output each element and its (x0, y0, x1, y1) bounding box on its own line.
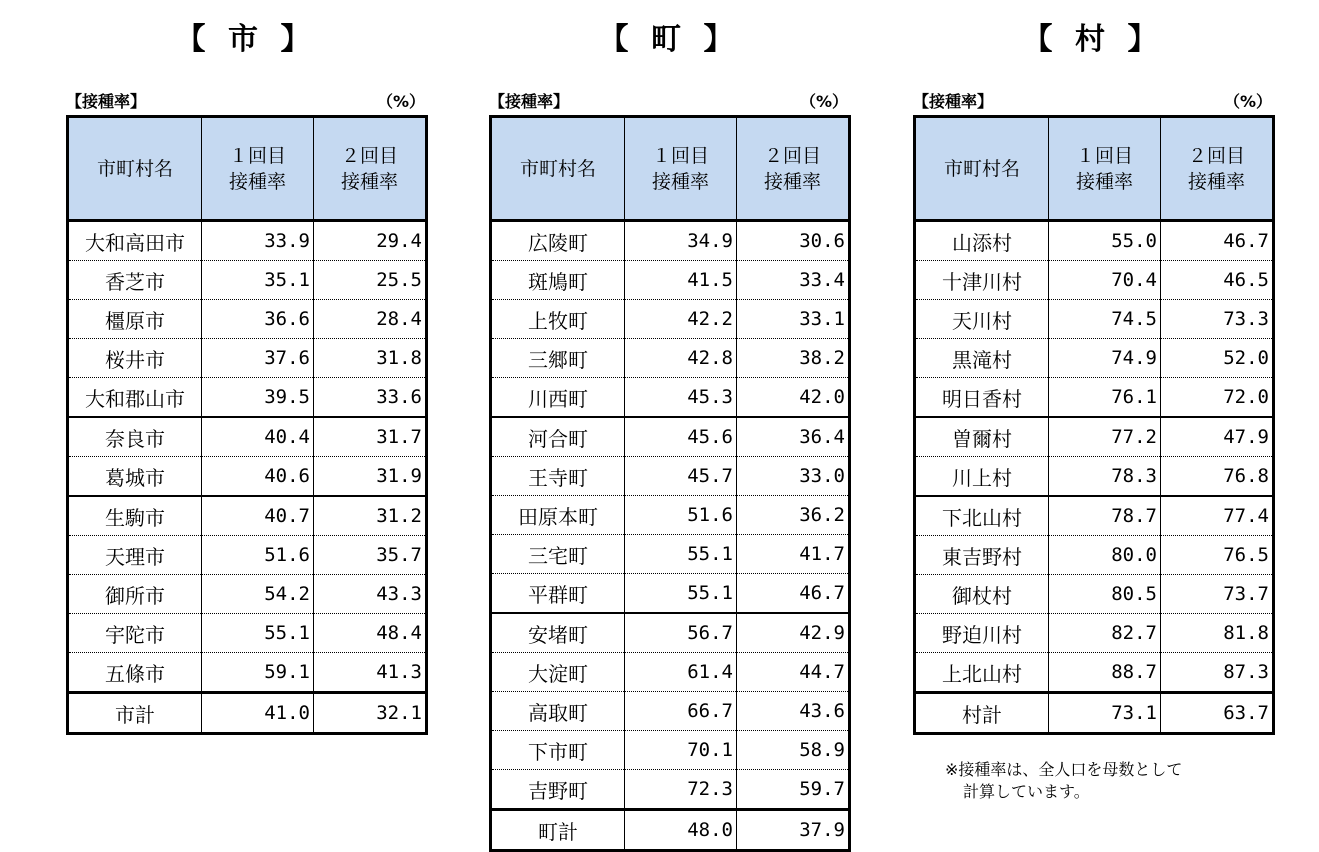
table-row (491, 496, 850, 535)
dose1-rate: 40.6 (202, 457, 314, 497)
municipality-name: 大和高田市 (68, 221, 202, 261)
municipality-name: 橿原市 (68, 300, 202, 339)
dose2-rate: 44.7 (737, 653, 850, 692)
dose2-rate: 33.4 (737, 261, 850, 300)
dose2-rate: 46.7 (737, 574, 850, 614)
municipality-name: 山添村 (915, 221, 1049, 261)
dose2-rate: 72.0 (1161, 378, 1274, 418)
table-row (68, 339, 427, 378)
table-row (68, 457, 427, 497)
table-row (915, 378, 1274, 418)
dose2-rate: 41.7 (737, 535, 850, 574)
table-row (491, 653, 850, 692)
table-row (915, 261, 1274, 300)
municipality-name: 上牧町 (491, 300, 625, 339)
municipality-name: 三郷町 (491, 339, 625, 378)
total-dose1-rate: 41.0 (202, 693, 314, 734)
dose1-rate: 42.2 (625, 300, 737, 339)
footnote-line-2: 計算しています。 (963, 782, 1090, 801)
dose2-rate: 41.3 (314, 653, 427, 693)
dose1-rate: 56.7 (625, 613, 737, 653)
municipality-name: 王寺町 (491, 457, 625, 496)
village-table (913, 115, 1275, 735)
table-row (915, 496, 1274, 536)
unit-label: （%） (1223, 92, 1272, 111)
municipality-name: 葛城市 (68, 457, 202, 497)
header-row (68, 117, 427, 221)
dose1-rate: 61.4 (625, 653, 737, 692)
dose2-rate: 73.7 (1161, 575, 1274, 614)
table-row (491, 417, 850, 457)
table-row (491, 339, 850, 378)
rate-label: 【接種率】 (66, 92, 147, 111)
header-row (915, 117, 1274, 221)
dose1-rate: 76.1 (1049, 378, 1161, 418)
municipality-name: 御杖村 (915, 575, 1049, 614)
municipality-name: 下北山村 (915, 496, 1049, 536)
name-column-header: 市町村名 (915, 117, 1049, 221)
name-column-header: 市町村名 (491, 117, 625, 221)
dose2-rate: 46.7 (1161, 221, 1274, 261)
municipality-name: 平群町 (491, 574, 625, 614)
dose1-rate: 66.7 (625, 692, 737, 731)
unit-label: （%） (376, 92, 425, 111)
dose2-rate: 87.3 (1161, 653, 1274, 693)
municipality-name: 東吉野村 (915, 536, 1049, 575)
municipality-name: 斑鳩町 (491, 261, 625, 300)
municipality-name: 川西町 (491, 378, 625, 418)
table-row (68, 496, 427, 536)
unit-label: （%） (799, 92, 848, 111)
dose1-rate: 54.2 (202, 575, 314, 614)
municipality-name: 宇陀市 (68, 614, 202, 653)
municipality-name: 明日香村 (915, 378, 1049, 418)
dose1-rate: 74.9 (1049, 339, 1161, 378)
table-row (491, 457, 850, 496)
municipality-name: 天理市 (68, 536, 202, 575)
dose2-rate: 42.9 (737, 613, 850, 653)
dose1-rate: 80.0 (1049, 536, 1161, 575)
municipality-name: 曽爾村 (915, 417, 1049, 457)
dose2-rate: 36.2 (737, 496, 850, 535)
total-row (915, 693, 1274, 734)
dose2-rate: 47.9 (1161, 417, 1274, 457)
dose1-rate: 51.6 (625, 496, 737, 535)
dose2-rate: 43.6 (737, 692, 850, 731)
dose2-rate: 33.0 (737, 457, 850, 496)
dose1-rate: 33.9 (202, 221, 314, 261)
dose2-rate: 38.2 (737, 339, 850, 378)
municipality-name: 吉野町 (528, 778, 588, 803)
dose1-column-header: １回目 接種率 (625, 117, 737, 221)
dose1-rate: 45.3 (625, 378, 737, 418)
name-column-header: 市町村名 (68, 117, 202, 221)
dose2-rate: 28.4 (314, 300, 427, 339)
dose2-column-header: ２回目 接種率 (737, 117, 850, 221)
dose1-rate: 42.8 (625, 339, 737, 378)
dose1-column-header: １回目 接種率 (202, 117, 314, 221)
header-row (491, 117, 850, 221)
table-row (68, 378, 427, 418)
dose1-rate: 59.1 (202, 653, 314, 693)
dose2-rate: 58.9 (737, 731, 850, 770)
municipality-name: 黒滝村 (915, 339, 1049, 378)
dose1-rate: 40.4 (202, 417, 314, 457)
dose1-rate: 70.1 (625, 731, 737, 770)
dose2-rate: 52.0 (1161, 339, 1274, 378)
municipality-name: 高取町 (491, 692, 625, 731)
dose1-rate: 74.5 (1049, 300, 1161, 339)
town-table (489, 115, 851, 852)
dose2-column-header: ２回目 接種率 (314, 117, 427, 221)
table-row (491, 221, 850, 261)
municipality-name: 十津川村 (915, 261, 1049, 300)
table-row (915, 221, 1274, 261)
dose1-rate: 37.6 (202, 339, 314, 378)
dose2-rate: 48.4 (314, 614, 427, 653)
dose1-rate: 77.2 (1049, 417, 1161, 457)
dose2-rate: 36.4 (737, 417, 850, 457)
total-label: 町計 (491, 810, 625, 851)
dose1-rate: 35.1 (202, 261, 314, 300)
municipality-name: 河合町 (491, 417, 625, 457)
town-section-title: 【 町 】 (598, 22, 740, 57)
rate-label: 【接種率】 (489, 92, 570, 111)
municipality-name: 川上村 (915, 457, 1049, 497)
total-row (68, 693, 427, 734)
dose1-rate: 78.3 (1049, 457, 1161, 497)
table-row (491, 535, 850, 574)
dose1-rate: 70.4 (1049, 261, 1161, 300)
total-dose2-rate: 37.9 (737, 810, 850, 851)
city-section-title: 【 市 】 (175, 22, 317, 57)
dose2-rate: 31.9 (314, 457, 427, 497)
municipality-name: 大淀町 (491, 653, 625, 692)
table-row (491, 770, 850, 810)
total-dose1-rate: 73.1 (1049, 693, 1161, 734)
table-row (915, 575, 1274, 614)
dose2-rate: 73.3 (1161, 300, 1274, 339)
table-row (915, 653, 1274, 693)
dose2-rate: 33.1 (737, 300, 850, 339)
municipality-name: 野迫川村 (915, 614, 1049, 653)
municipality-name: 生駒市 (68, 496, 202, 536)
table-row (491, 574, 850, 614)
table-row (68, 653, 427, 693)
dose2-rate: 76.8 (1161, 457, 1274, 497)
table-row (491, 731, 850, 770)
dose2-rate: 25.5 (314, 261, 427, 300)
municipality-name: 広陵町 (491, 221, 625, 261)
dose2-rate: 31.8 (314, 339, 427, 378)
table-row (491, 692, 850, 731)
dose1-rate: 36.6 (202, 300, 314, 339)
table-row (68, 300, 427, 339)
municipality-name: 上北山村 (942, 661, 1022, 686)
total-label: 市計 (68, 693, 202, 734)
dose1-rate: 41.5 (625, 261, 737, 300)
dose2-rate: 30.6 (737, 221, 850, 261)
dose2-rate: 46.5 (1161, 261, 1274, 300)
table-row (68, 261, 427, 300)
dose2-rate: 29.4 (314, 221, 427, 261)
table-row (491, 261, 850, 300)
table-row (915, 536, 1274, 575)
dose2-rate: 33.6 (314, 378, 427, 418)
dose1-rate: 82.7 (1049, 614, 1161, 653)
dose2-rate: 59.7 (737, 770, 850, 810)
dose2-rate: 31.7 (314, 417, 427, 457)
municipality-name: 桜井市 (68, 339, 202, 378)
dose1-rate: 88.7 (1049, 653, 1161, 693)
footnote (945, 759, 1182, 803)
municipality-name: 大和郡山市 (68, 378, 202, 418)
municipality-name: 安堵町 (491, 613, 625, 653)
total-dose2-rate: 32.1 (314, 693, 427, 734)
dose1-rate: 55.1 (625, 574, 737, 614)
dose2-rate: 42.0 (737, 378, 850, 418)
table-row (68, 417, 427, 457)
dose2-rate: 43.3 (314, 575, 427, 614)
dose1-rate: 34.9 (625, 221, 737, 261)
municipality-name: 天川村 (915, 300, 1049, 339)
municipality-name: 田原本町 (491, 496, 625, 535)
municipality-name: 五條市 (105, 661, 165, 686)
dose1-rate: 55.1 (625, 535, 737, 574)
total-dose2-rate: 63.7 (1161, 693, 1274, 734)
dose2-rate: 81.8 (1161, 614, 1274, 653)
municipality-name: 三宅町 (491, 535, 625, 574)
dose1-column-header: １回目 接種率 (1049, 117, 1161, 221)
total-dose1-rate: 48.0 (625, 810, 737, 851)
table-row (915, 339, 1274, 378)
table-row (915, 614, 1274, 653)
table-row (491, 378, 850, 418)
dose1-rate: 72.3 (625, 770, 737, 810)
table-row (68, 614, 427, 653)
table-row (68, 221, 427, 261)
dose1-rate: 55.1 (202, 614, 314, 653)
table-row (491, 613, 850, 653)
dose2-rate: 77.4 (1161, 496, 1274, 536)
table-row (491, 300, 850, 339)
dose2-column-header: ２回目 接種率 (1161, 117, 1274, 221)
village-section-title: 【 村 】 (1022, 22, 1164, 57)
municipality-name: 下市町 (491, 731, 625, 770)
municipality-name: 香芝市 (68, 261, 202, 300)
dose1-rate: 45.6 (625, 417, 737, 457)
total-label: 村計 (915, 693, 1049, 734)
dose1-rate: 40.7 (202, 496, 314, 536)
dose1-rate: 55.0 (1049, 221, 1161, 261)
municipality-name: 奈良市 (68, 417, 202, 457)
table-row (915, 300, 1274, 339)
total-row (491, 810, 850, 851)
dose1-rate: 80.5 (1049, 575, 1161, 614)
dose1-rate: 78.7 (1049, 496, 1161, 536)
table-row (915, 457, 1274, 497)
dose2-rate: 76.5 (1161, 536, 1274, 575)
table-row (68, 536, 427, 575)
dose2-rate: 31.2 (314, 496, 427, 536)
city-table (66, 115, 428, 735)
municipality-name: 御所市 (68, 575, 202, 614)
rate-label: 【接種率】 (913, 92, 994, 111)
table-row (915, 417, 1274, 457)
table-row (68, 575, 427, 614)
footnote-line-1: ※接種率は、全人口を母数として (945, 760, 1183, 779)
dose1-rate: 45.7 (625, 457, 737, 496)
dose1-rate: 51.6 (202, 536, 314, 575)
dose1-rate: 39.5 (202, 378, 314, 418)
dose2-rate: 35.7 (314, 536, 427, 575)
